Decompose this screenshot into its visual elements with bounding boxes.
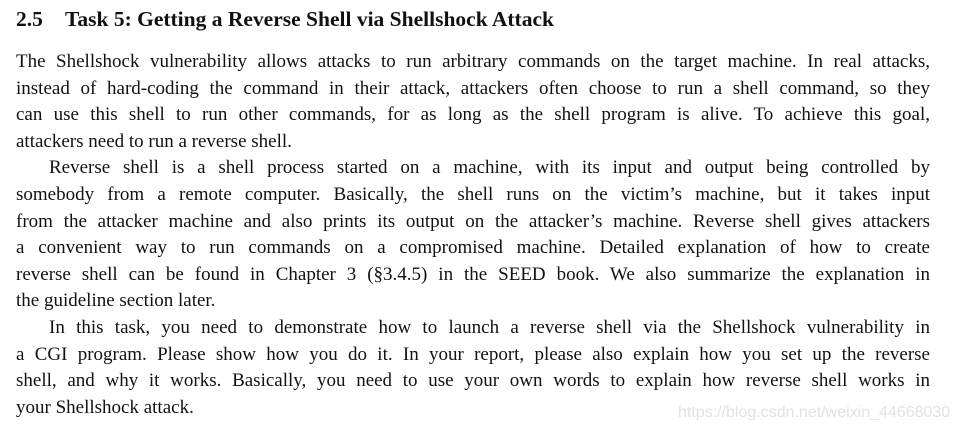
section-title: Task 5: Getting a Reverse Shell via Shellshock Attack — [65, 7, 554, 31]
document-body — [16, 49, 930, 421]
text-line: In this task, you need to demonstrate how to launch a reverse shell via the Shellshock vulnerability in — [49, 316, 930, 338]
text-line: from the attacker machine and also prints its output on the attacker’s machine. Reverse shell gives attackers — [16, 210, 930, 232]
text-line: a CGI program. Please show how you do it. In your report, please also explain how you set up the reverse — [16, 343, 930, 365]
watermark: https://blog.csdn.net/weixin_44668030 — [678, 404, 951, 421]
text-line: instead of hard-coding the command in their attack, attackers often choose to run a shell command, so they — [16, 77, 930, 99]
text-line: the guideline section later. — [16, 290, 216, 312]
section-heading — [16, 7, 554, 32]
text-line: a convenient way to run commands on a compromised machine. Detailed explanation of how to create — [16, 237, 930, 259]
text-line: somebody from a remote computer. Basically, the shell runs on the victim’s machine, but it takes input — [16, 183, 930, 205]
paragraph — [16, 155, 930, 315]
section-number: 2.5 — [16, 7, 43, 31]
paragraph — [16, 49, 930, 155]
text-line: can use this shell to run other commands, for as long as the shell program is alive. To achieve this goal, — [16, 104, 930, 126]
text-line: shell, and why it works. Basically, you need to use your own words to explain how reverse shell works in — [16, 370, 930, 392]
text-line: The Shellshock vulnerability allows attacks to run arbitrary commands on the target machine. In real attacks, — [16, 51, 930, 72]
text-line: reverse shell can be found in Chapter 3 (§3.4.5) in the SEED book. We also summarize the explanation in — [16, 263, 930, 285]
text-line: attackers need to run a reverse shell. — [16, 130, 292, 152]
text-line: Reverse shell is a shell process started on a machine, with its input and output being controlled by — [49, 157, 930, 179]
text-line: your Shellshock attack. — [16, 396, 194, 418]
